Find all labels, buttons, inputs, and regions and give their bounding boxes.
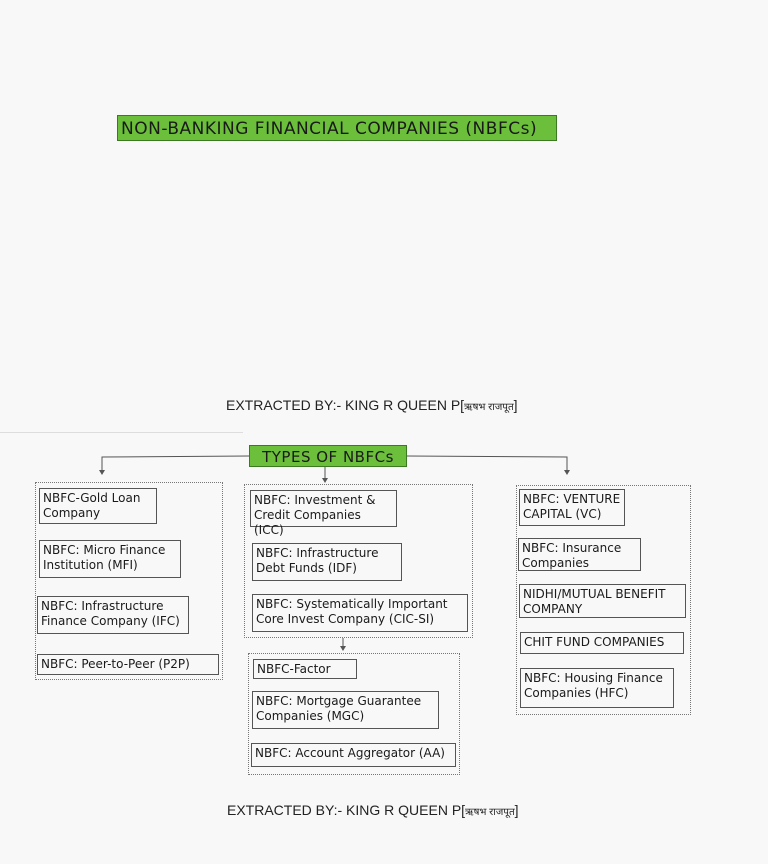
item-micro-finance: NBFC: Micro Finance Institution (MFI): [39, 540, 181, 578]
connector-right: [407, 456, 567, 472]
extracted-by-hindi: ऋषभ राजपूत: [465, 807, 515, 818]
item-gold-loan: NBFC-Gold Loan Company: [39, 488, 157, 524]
extracted-by-prefix: EXTRACTED BY:- KING R QUEEN P[: [226, 397, 465, 413]
arrow-right: [564, 470, 570, 475]
item-investment-credit: NBFC: Investment & Credit Companies (ICC): [250, 490, 397, 527]
item-cic-si: NBFC: Systematically Important Core Invest Company (CIC-SI): [252, 594, 468, 632]
extracted-by-caption-bottom: [227, 802, 519, 818]
item-account-aggregator: NBFC: Account Aggregator (AA): [251, 743, 456, 767]
page-title: NON-BANKING FINANCIAL COMPANIES (NBFCs): [117, 115, 557, 141]
item-mortgage-guarantee: NBFC: Mortgage Guarantee Companies (MGC): [252, 691, 439, 729]
extracted-by-suffix: ]: [513, 397, 518, 413]
item-factor: NBFC-Factor: [253, 659, 357, 679]
arrow-left: [99, 470, 105, 475]
extracted-by-suffix: ]: [514, 802, 519, 818]
connector-left: [102, 456, 249, 472]
item-chit-fund: CHIT FUND COMPANIES: [520, 632, 684, 654]
item-nidhi: NIDHI/MUTUAL BENEFIT COMPANY: [519, 584, 686, 618]
item-insurance: NBFC: Insurance Companies: [518, 538, 641, 571]
extracted-by-prefix: EXTRACTED BY:- KING R QUEEN P[: [227, 802, 466, 818]
extracted-by-hindi: ऋषभ राजपूत: [464, 402, 514, 413]
item-housing-finance: NBFC: Housing Finance Companies (HFC): [520, 668, 674, 708]
item-venture-capital: NBFC: VENTURE CAPITAL (VC): [519, 489, 625, 526]
item-infrastructure-debt: NBFC: Infrastructure Debt Funds (IDF): [252, 543, 402, 581]
arrow-middle-lower: [340, 646, 346, 651]
arrow-middle: [322, 478, 328, 483]
item-infrastructure-finance: NBFC: Infrastructure Finance Company (IFC): [37, 596, 189, 634]
types-title: TYPES OF NBFCs: [249, 445, 407, 467]
item-p2p: NBFC: Peer-to-Peer (P2P): [37, 654, 219, 675]
